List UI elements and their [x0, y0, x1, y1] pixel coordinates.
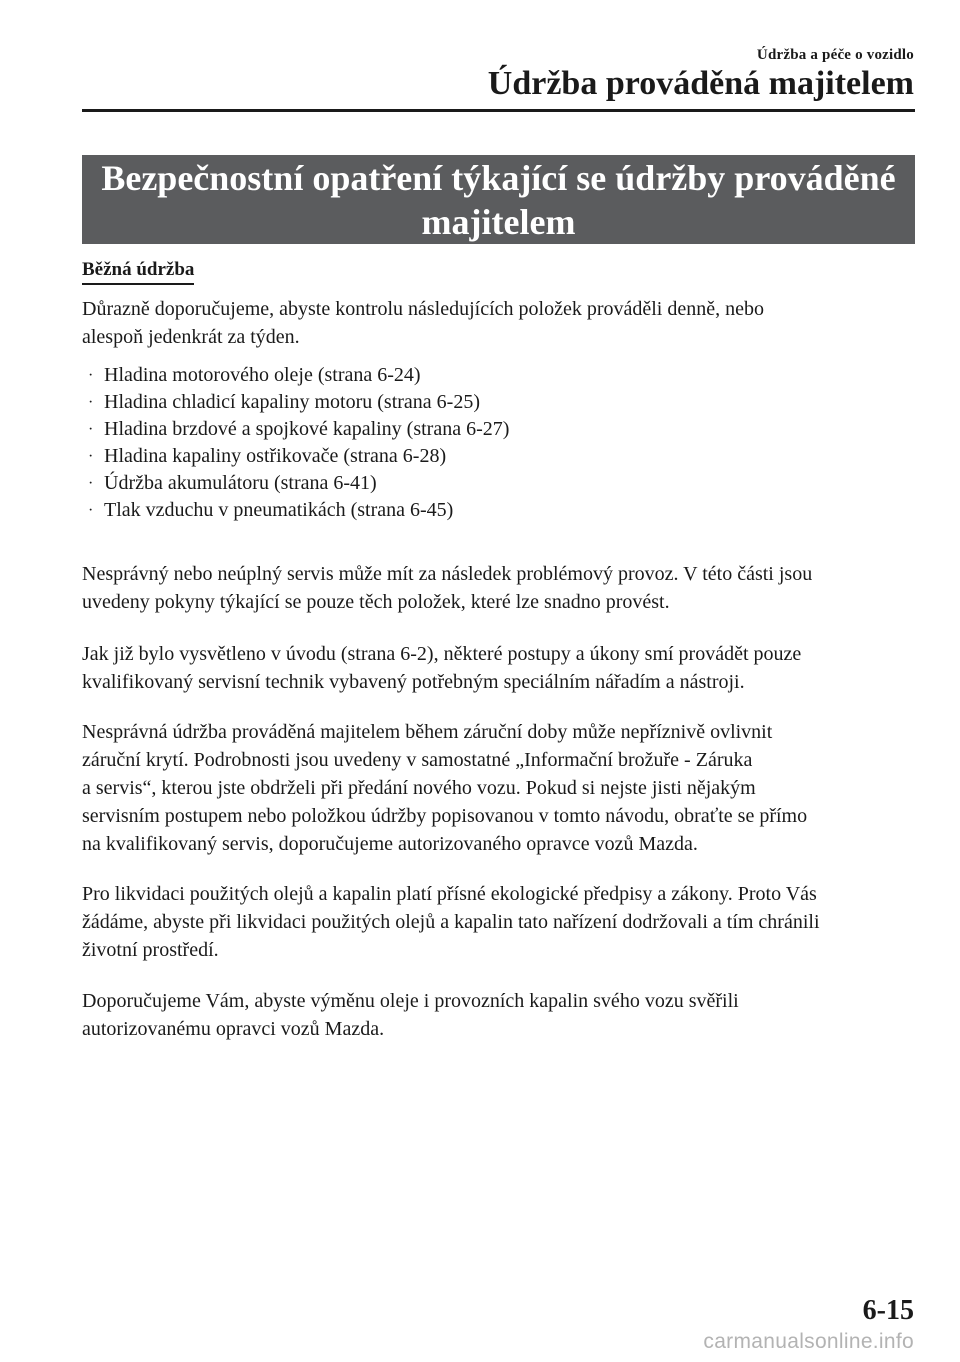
bullet-marker: ·	[88, 448, 94, 465]
bullet-marker: ·	[88, 421, 94, 438]
text-line: Nesprávná údržba prováděná majitelem během záruční doby může nepříznivě ovlivnit	[82, 721, 773, 743]
text-line: Nesprávný nebo neúplný servis může mít za následek problémový provoz. V této části jsou	[82, 563, 813, 585]
text-line: uvedeny pokyny týkající se pouze těch položek, které lze snadno provést.	[82, 591, 670, 613]
subheading: Běžná údržba	[82, 257, 194, 285]
list-item-text: Hladina motorového oleje (strana 6-24)	[104, 364, 421, 386]
paragraph-recommendation	[82, 987, 915, 1043]
bullet-marker: ·	[88, 394, 94, 411]
text-line: žádáme, abyste při likvidaci použitých olejů a kapalin tato nařízení dodržovali a tím chránili	[82, 911, 820, 933]
paragraph-warranty	[82, 718, 915, 858]
list-item	[82, 443, 915, 470]
list-item-text: Tlak vzduchu v pneumatikách (strana 6-45)	[104, 499, 454, 521]
maintenance-checklist	[82, 362, 915, 524]
text-line: Jak již bylo vysvětleno v úvodu (strana 6-2), některé postupy a úkony smí provádět pouze	[82, 643, 802, 665]
page-number: 6-15	[862, 1295, 914, 1326]
list-item-text: Údržba akumulátoru (strana 6-41)	[104, 472, 377, 494]
paragraph-incorrect-service	[82, 560, 915, 616]
section-label: Údržba a péče o vozidlo	[756, 47, 914, 63]
paragraph-disposal	[82, 880, 915, 964]
bullet-marker: ·	[88, 367, 94, 384]
list-item	[82, 362, 915, 389]
text-line: kvalifikovaný servisní technik vybavený potřebným speciálním nářadím a nástroji.	[82, 671, 745, 693]
watermark: carmanualsonline.info	[703, 1330, 914, 1353]
list-item-text: Hladina brzdové a spojkové kapaliny (strana 6-27)	[104, 418, 510, 440]
banner-line-2: majitelem	[421, 202, 576, 242]
list-item-text: Hladina kapaliny ostřikovače (strana 6-28)	[104, 445, 447, 467]
paragraph-qualified-technician	[82, 640, 915, 696]
bullet-marker: ·	[88, 475, 94, 492]
text-line: a servis“, kterou jste obdrželi při předání nového vozu. Pokud si nejste jisti nějakým	[82, 777, 756, 799]
banner-line-1: Bezpečnostní opatření týkající se údržby prováděné	[101, 158, 896, 198]
section-banner	[82, 155, 915, 244]
text-line: Pro likvidaci použitých olejů a kapalin platí přísné ekologické předpisy a zákony. Proto Vás	[82, 883, 817, 905]
text-line: servisním postupem nebo položkou údržby popisovanou v tomto návodu, obraťte se přímo	[82, 805, 808, 827]
text-line: Důrazně doporučujeme, abyste kontrolu následujících položek prováděli denně, nebo	[82, 298, 764, 320]
page-title: Údržba prováděná majitelem	[487, 65, 914, 102]
header-divider	[82, 109, 915, 112]
list-item	[82, 497, 915, 524]
list-item	[82, 416, 915, 443]
intro-paragraph	[82, 295, 915, 351]
text-line: životní prostředí.	[82, 939, 219, 961]
text-line: Doporučujeme Vám, abyste výměnu oleje i provozních kapalin svého vozu svěřili	[82, 990, 739, 1012]
text-line: záruční krytí. Podrobnosti jsou uvedeny v samostatné „Informační brožuře - Záruka	[82, 749, 753, 771]
list-item	[82, 389, 915, 416]
text-line: na kvalifikovaný servis, doporučujeme autorizovaného opravce vozů Mazda.	[82, 833, 698, 855]
list-item-text: Hladina chladicí kapaliny motoru (strana 6-25)	[104, 391, 480, 413]
list-item	[82, 470, 915, 497]
text-line: autorizovanému opravci vozů Mazda.	[82, 1018, 385, 1040]
bullet-marker: ·	[88, 502, 94, 519]
text-line: alespoň jedenkrát za týden.	[82, 326, 300, 348]
